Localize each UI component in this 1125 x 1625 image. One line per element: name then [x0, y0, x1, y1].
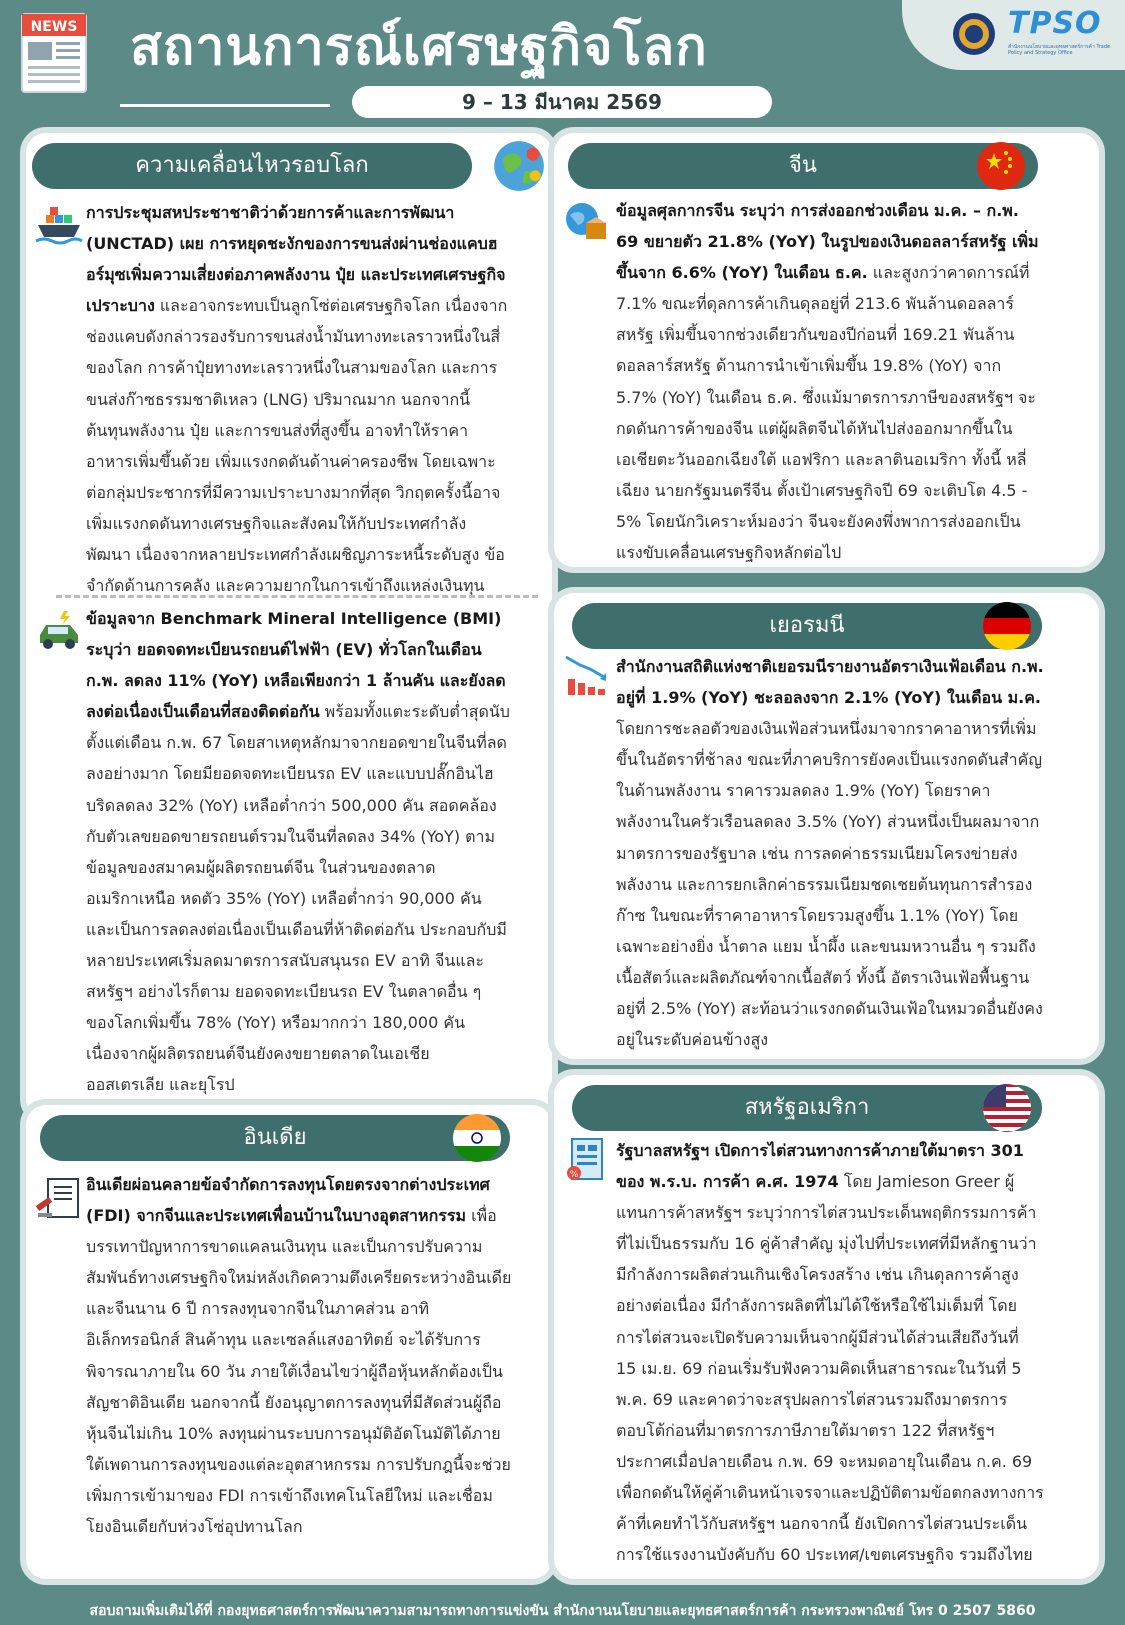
germany-flag-icon — [982, 601, 1032, 651]
footer-contact: สอบถามเพิ่มเติมได้ที่ กองยุทธศาสตร์การพัฒนาความสามารถทางการแข่งขัน สำนักงานนโยบายและยุทธศาสตร์การค้า กระทรวงพาณิชย์ โทร 0 2507 5860 — [89, 1603, 1036, 1619]
germany-news — [616, 651, 1044, 1055]
global-item-1 — [86, 197, 510, 601]
report-document-icon — [562, 1135, 612, 1185]
global-item-2-body: พร้อมทั้งแตะระดับต่ำสุดนับตั้งแต่เดือน ก.พ. 67 โดยสาเหตุหลักมาจากยอดขายในจีนที่ลดลงอย่างมาก โดยมียอดจดทะเบียนรถ EV และแบบปลั๊กอินไฮบริดลดลง 32% (YoY) เหลือต่ำกว่า 500,000 คัน สอดคล้องกับตัวเลขยอดขายรถยนต์รวมในจีนที่ลดลง 34% (YoY) ตามข้อมูลของสมาคมผู้ผลิตรถยนต์จีน ในส่วนของตลาดอเมริกาเหนือ หดตัว 35% (YoY) เหลือต่ำกว่า 90,000 คัน และเป็นการลดลงต่อเนื่องเป็นเดือนที่ห้าติดต่อกัน ประกอบกับมีหลายประเทศเริ่มลดมาตรการสนับสนุนรถ EV อาทิ จีนและสหรัฐฯ อย่างไรก็ตาม ยอดจดทะเบียนรถ EV ในตลาดอื่น ๆ ของโลกเพิ่มขึ้น 78% (YoY) หรือมากกว่า 180,000 คัน เนื่องจากผู้ผลิตรถยนต์จีนยังคงขยายตลาดในเอเชีย ออสเตรเลีย และยุโรป — [86, 702, 510, 1095]
india-panel — [20, 1099, 558, 1585]
date-range: 9 – 13 มีนาคม 2569 — [352, 86, 772, 118]
germany-header — [572, 603, 1042, 649]
cargo-ship-icon — [34, 201, 84, 251]
ministry-seal-icon — [952, 12, 996, 56]
global-item-2 — [86, 603, 510, 1101]
tpso-logo — [902, 0, 1125, 70]
india-body: เพื่อบรรเทาปัญหาการขาดแคลนเงินทุน และเป็นการปรับความสัมพันธ์ทางเศรษฐกิจใหม่หลังเกิดความตึงเครียดระหว่างอินเดียและจีนนาน 6 ปี การลงทุนจากจีนในภาคส่วน อาทิ อิเล็กทรอนิกส์ สินค้าทุน และเซลล์แสงอาทิตย์ จะได้รับการพิจารณาภายใน 60 วัน ภายใต้เงื่อนไขว่าผู้ถือหุ้นหลักต้องเป็นสัญชาติอินเดีย นอกจากนี้ ยังอนุญาตการลงทุนที่มีสัดส่วนผู้ถือหุ้นจีนไม่เกิน 10% ลงทุนผ่านระบบการอนุมัติอัตโนมัติได้ภายใต้เพดานการลงทุนของแต่ละอุตสาหกรรม การปรับกฎนี้จะช่วยเพิ่มการเข้ามาของ FDI การเข้าถึงเทคโนโลยีใหม่ และเชื่อมโยงอินเดียกับห่วงโซ่อุปทานโลก — [86, 1206, 512, 1537]
usa-title: สหรัฐอเมริกา — [744, 1095, 870, 1120]
germany-panel — [548, 587, 1105, 1065]
usa-header — [572, 1085, 1042, 1131]
china-body: และสูงกว่าคาดการณ์ที่ 7.1% ขณะที่ดุลการค้าเกินดุลอยู่ที่ 213.6 พันล้านดอลลาร์สหรัฐ เพิ่มขึ้นจากช่วงเดียวกันของปีก่อนที่ 169.21 พันล้านดอลลาร์สหรัฐ ด้านการนำเข้าเพิ่มขึ้น 19.8% (YoY) จาก 5.7% (YoY) ในเดือน ธ.ค. ซึ่งแม้มาตรการภาษีของสหรัฐฯ จะกดดันการค้าของจีน แต่ผู้ผลิตจีนได้หันไปส่งออกมากขึ้นในเอเชียตะวันออกเฉียงใต้ แอฟริกา และลาตินอเมริกา ทั้งนี้ หลี่ เฉียง นายกรัฐมนตรีจีน ตั้งเป้าเศรษฐกิจปี 69 จะเติบโต 4.5 - 5% โดยนักวิเคราะห์มองว่า จีนจะยังคงพึ่งพาการส่งออกเป็นแรงขับเคลื่อนเศรษฐกิจหลักต่อไป — [616, 263, 1037, 563]
global-panel — [20, 127, 558, 1125]
usa-headline: รัฐบาลสหรัฐฯ เปิดการไต่สวนทางการค้าภายใต้มาตรา 301 ของ พ.ร.บ. การค้า ค.ศ. 1974 — [616, 1141, 1024, 1192]
page-title: สถานการณ์เศรษฐกิจโลก — [130, 17, 708, 77]
logo-subtitle: สำนักงานนโยบายและยุทธศาสตร์การค้า Trade Policy and Strategy Office — [1008, 44, 1111, 56]
globe-icon — [492, 139, 546, 193]
india-title: อินเดีย — [243, 1125, 307, 1150]
page-header — [0, 0, 1125, 125]
global-item-2-headline: ข้อมูลจาก Benchmark Mineral Intelligence (BMI) ระบุว่า ยอดจดทะเบียนรถยนต์ไฟฟ้า (EV) ทั่วโลกในเดือน ก.พ. ลดลง 11% (YoY) เหลือเพียงกว่า 1 ล้านคัน และยังลดลงต่อเนื่องเป็นเดือนที่สองติดต่อกัน — [86, 609, 506, 722]
germany-body: โดยการชะลอตัวของเงินเฟ้อส่วนหนึ่งมาจากราคาอาหารที่เพิ่มขึ้นในอัตราที่ช้าลง ขณะที่ภาคบริการยังคงเป็นแรงกดดันสำคัญ ในด้านพลังงาน ราคารวมลดลง 1.9% (YoY) โดยราคาพลังงานในครัวเรือนลดลง 3.5% (YoY) ส่วนหนึ่งเป็นผลมาจากมาตรการของรัฐบาล เช่น การลดค่าธรรมเนียมโครงข่ายส่งพลังงาน และการยกเลิกค่าธรรมเนียมชดเชยต้นทุนการสำรองก๊าซ ในขณะที่ราคาอาหารโดยรวมสูงขึ้น 1.1% (YoY) โดยเฉพาะอย่างยิ่ง น้ำตาล แยม น้ำผึ้ง และขนมหวานอื่น ๆ รวมถึงเนื้อสัตว์และผลิตภัณฑ์จากเนื้อสัตว์ ทั้งนี้ อัตราเงินเฟ้อพื้นฐานอยู่ที่ 2.5% (YoY) สะท้อนว่าแรงกดดันเงินเฟ้อในหมวดอื่นยังคงอยู่ในระดับค่อนข้างสูง — [616, 719, 1043, 1050]
india-flag-icon — [452, 1113, 502, 1163]
electric-car-icon — [34, 607, 84, 657]
china-flag-icon — [976, 141, 1026, 191]
india-headline: อินเดียผ่อนคลายข้อจำกัดการลงทุนโดยตรงจากต่างประเทศ (FDI) จากจีนและประเทศเพื่อนบ้านในบางอุตสาหกรรม — [86, 1175, 490, 1226]
title-underline — [120, 104, 330, 107]
usa-body: โดย Jamieson Greer ผู้แทนการค้าสหรัฐฯ ระบุว่าการไต่สวนประเด็นพฤติกรรมการค้าที่ไม่เป็นธรรมกับ 16 คู่ค้าสำคัญ มุ่งไปที่ประเทศที่มีหลักฐานว่ามีกำลังการผลิตส่วนเกินเชิงโครงสร้าง เช่น เกินดุลการค้าสูงอย่างต่อเนื่อง มีกำลังการผลิตที่ไม่ได้ใช้หรือใช้ไม่เต็มที่ โดยการไต่สวนจะเปิดรับความเห็นจากผู้มีส่วนได้ส่วนเสียถึงวันที่ 15 เม.ย. 69 ก่อนเริ่มรับฟังความคิดเห็นสาธารณะในวันที่ 5 พ.ค. 69 และคาดว่าจะสรุปผลการไต่สวนรวมถึงมาตรการตอบโต้ก่อนที่มาตรการภาษีภายใต้มาตรา 122 ที่สหรัฐฯประกาศเมื่อปลายเดือน ก.พ. 69 จะหมดอายุในเดือน ก.ค. 69 เพื่อกดดันให้คู่ค้าเดินหน้าเจรจาและปฏิบัติตามข้อตกลงทางการค้าที่เคยทำไว้กับสหรัฐฯ นอกจากนี้ ยังเปิดการไต่สวนประเด็นการใช้แรงงานบังคับกับ 60 ประเทศ/เขตเศรษฐกิจ รวมถึงไทย — [616, 1172, 1044, 1565]
global-trade-icon — [562, 197, 612, 247]
global-title: ความเคลื่อนไหวรอบโลก — [135, 153, 369, 178]
china-news — [616, 195, 1044, 568]
newspaper-icon — [20, 12, 92, 96]
china-headline: ข้อมูลศุลกากรจีน ระบุว่า การส่งออกช่วงเดือน ม.ค. – ก.พ. 69 ขยายตัว 21.8% (YoY) ในรูปของเงินดอลลาร์สหรัฐ เพิ่มขึ้นจาก 6.6% (YoY) ในเดือน ธ.ค. — [616, 201, 1039, 283]
usa-news — [616, 1135, 1044, 1570]
svg-text:%: % — [569, 1170, 579, 1180]
india-news — [86, 1169, 514, 1542]
china-header — [568, 143, 1038, 189]
global-item-1-headline: การประชุมสหประชาชาติว่าด้วยการค้าและการพัฒนา (UNCTAD) เผย การหยุดชะงักของการขนส่งผ่านช่องแคบฮอร์มุซเพิ่มความเสี่ยงต่อภาคพลังงาน ปุ๋ย และประเทศเศรษฐกิจเปราะบาง — [86, 203, 506, 316]
news-badge: NEWS — [30, 19, 78, 35]
logo-text: TPSO — [1008, 6, 1102, 41]
section-divider — [56, 595, 538, 598]
global-header — [32, 143, 472, 189]
china-title: จีน — [789, 153, 817, 178]
declining-chart-icon — [562, 651, 612, 701]
global-item-1-body: และอาจกระทบเป็นลูกโซ่ต่อเศรษฐกิจโลก เนื่องจากช่องแคบดังกล่าวรองรับการขนส่งน้ำมันทางทะเลราวหนึ่งในสี่ของโลก การค้าปุ๋ยทางทะเลราวหนึ่งในสามของโลก และการขนส่งก๊าซธรรมชาติเหลว (LNG) ปริมาณมาก นอกจากนี้ ต้นทุนพลังงาน ปุ๋ย และการขนส่งที่สูงขึ้น อาจทำให้ราคาอาหารเพิ่มขึ้นด้วย เพิ่มแรงกดดันด้านค่าครองชีพ โดยเฉพาะต่อกลุ่มประชากรที่มีความเปราะบางมากที่สุด วิกฤตครั้งนี้อาจเพิ่มแรงกดดันทางเศรษฐกิจและสังคมให้กับประเทศกำลังพัฒนา เนื่องจากหลายประเทศกำลังเผชิญภาระหนี้ระดับสูง ข้อจำกัดด้านการคลัง และความยากในการเข้าถึงแหล่งเงินทุน — [86, 296, 508, 596]
legal-document-icon — [34, 1173, 84, 1223]
germany-title: เยอรมนี — [769, 613, 845, 638]
usa-flag-icon — [982, 1083, 1032, 1133]
india-header — [40, 1115, 510, 1161]
china-panel — [548, 127, 1105, 573]
usa-panel — [548, 1069, 1105, 1585]
germany-headline: สำนักงานสถิติแห่งชาติเยอรมนีรายงานอัตราเงินเฟ้อเดือน ก.พ. อยู่ที่ 1.9% (YoY) ชะลอลงจาก 2.1% (YoY) ในเดือน ม.ค. — [616, 657, 1044, 708]
